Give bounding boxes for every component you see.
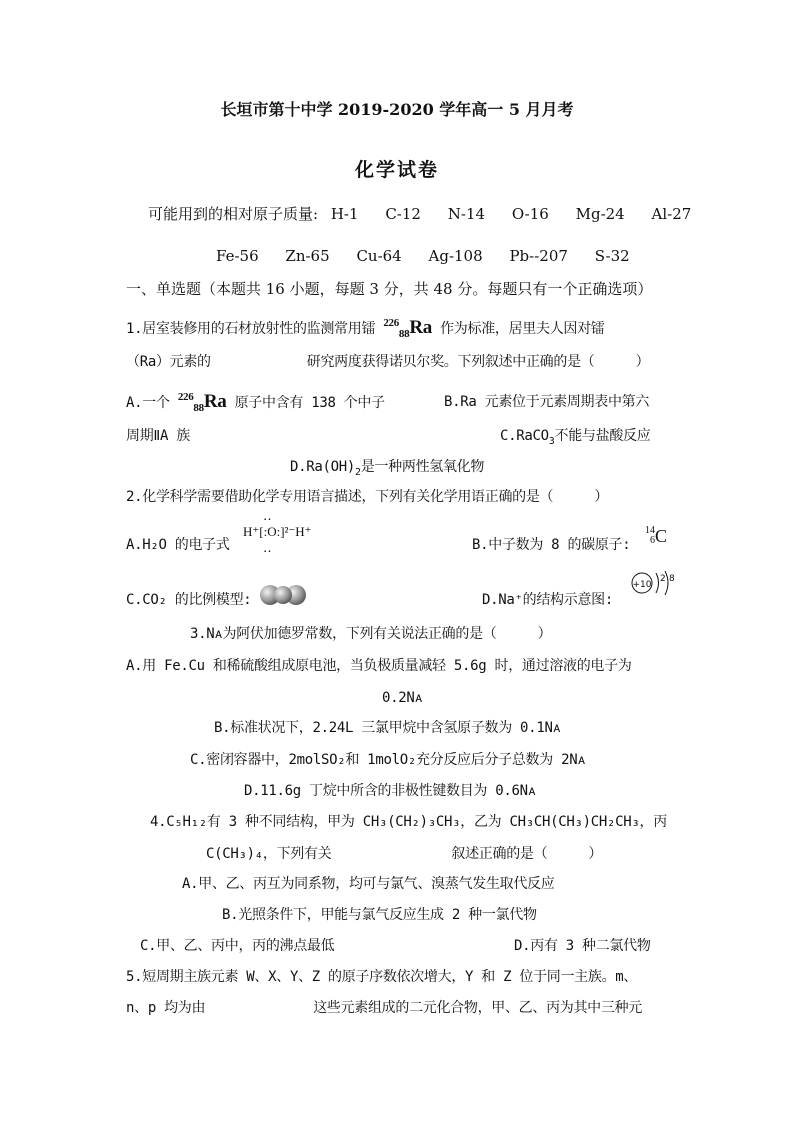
q1-option-b: B.Ra 元素位于元素周期表中第六 xyxy=(444,394,650,410)
atomic-mass-row-1 xyxy=(148,204,713,224)
option-d-text: 是一种两性氢氧化物 xyxy=(360,459,485,475)
q1-stem-text: （Ra）元素的 xyxy=(126,354,211,370)
q5-stem-text: n、p 均为由 xyxy=(126,1000,206,1016)
atomic-mass-item: C-12 xyxy=(385,205,421,223)
q1-stem-line2 xyxy=(126,352,649,372)
q1-stem-text: 1.居室装修用的石材放射性的监测常用镭 xyxy=(126,321,376,337)
sodium-ion-structure-diagram xyxy=(630,567,678,599)
atomic-mass-item: H-1 xyxy=(330,205,359,223)
q4-option-d: D.丙有 3 种二氯代物 xyxy=(514,938,651,954)
svg-text:8: 8 xyxy=(669,574,675,584)
nuclide-symbol: Ra xyxy=(203,391,227,412)
radium-nuclide xyxy=(383,318,432,340)
atomic-mass-item: Cu-64 xyxy=(356,247,402,265)
q3-option-d: D.11.6g 丁烷中所含的非极性键数目为 0.6Nᴀ xyxy=(244,783,536,799)
q1-option-c: C.RaCO$_3$不能与盐酸反应 xyxy=(500,428,651,447)
atomic-mass-label: 可能用到的相对原子质量: xyxy=(148,205,319,223)
q2-option-d: D.Na⁺的结构示意图: xyxy=(482,592,613,608)
option-a-text: A.一个 xyxy=(126,395,170,411)
nuclide-mass-number: 226 xyxy=(177,391,194,403)
q3-option-a-line2: 0.2Nᴀ xyxy=(382,690,423,706)
nuclide-atomic-number: 88 xyxy=(193,402,204,414)
q2-option-c: C.CO₂ 的比例模型: xyxy=(126,592,252,608)
atomic-mass-item: O-16 xyxy=(511,205,549,223)
q4-stem-line1: 4.C₅H₁₂有 3 种不同结构，甲为 CH₃(CH₂)₃CH₃，乙为 CH₃CH(CH₃)CH₂CH₃，丙 xyxy=(150,814,667,830)
nuclide-atomic-number: 88 xyxy=(398,328,410,340)
radium-nuclide xyxy=(178,392,227,414)
nuclide-mass-number: 226 xyxy=(383,317,399,329)
water-electron-formula: ‥ H⁺[:O:]²⁻H⁺ ‥ xyxy=(243,508,312,555)
q5-stem-text: 这些元素组成的二元化合物，甲、乙、丙为其中三种元 xyxy=(313,1000,642,1016)
q3-option-a-line1: A.用 Fe.Cu 和稀硫酸组成原电池，当负极质量减轻 5.6g 时，通过溶液的电子为 xyxy=(126,658,632,674)
atomic-mass-item: Pb--207 xyxy=(509,247,568,265)
option-d-text: D.Ra(OH) xyxy=(290,459,356,475)
nuclide-symbol: Ra xyxy=(409,317,432,338)
q1-stem-text: 作为标准，居里夫人因对镭 xyxy=(440,321,605,337)
option-c-text: 不能与盐酸反应 xyxy=(554,428,651,444)
q3-option-b: B.标准状况下，2.24L 三氯甲烷中含氢原子数为 0.1Nᴀ xyxy=(214,720,561,736)
isotope-symbol: C xyxy=(655,526,668,546)
option-a-text: 原子中含有 138 个中子 xyxy=(234,395,385,411)
q4-option-c: C.甲、乙、丙中，丙的沸点最低 xyxy=(140,938,335,954)
q4-stem-text: 叙述正确的是（ ） xyxy=(451,846,603,862)
atomic-mass-item: Al-27 xyxy=(651,205,692,223)
q5-stem-line2 xyxy=(126,998,642,1018)
q4-option-a: A.甲、乙、丙互为同系物，均可与氯气、溴蒸气发生取代反应 xyxy=(182,876,555,892)
exam-header-title: 长垣市第十中学 2019-2020 学年高一 5 月月考 xyxy=(220,100,574,119)
q1-option-a xyxy=(126,392,385,414)
q2-option-a: A.H₂O 的电子式 xyxy=(126,537,230,553)
q2-stem: 2.化学科学需要借助化学专用语言描述，下列有关化学用语正确的是（ ） xyxy=(126,489,609,505)
svg-text:2: 2 xyxy=(660,574,666,584)
exam-subject-title: 化学试卷 xyxy=(354,159,439,181)
q3-option-c: C.密闭容器中，2molSO₂和 1molO₂充分反应后分子总数为 2Nᴀ xyxy=(190,752,586,768)
q4-stem-text: C(CH₃)₄，下列有关 xyxy=(206,846,332,862)
q4-option-b: B.光照条件下，甲能与氯气反应生成 2 种一氯代物 xyxy=(222,907,537,923)
atomic-mass-item: N-14 xyxy=(447,205,486,223)
section-heading: 一、单选题（本题共 16 小题，每题 3 分，共 48 分。每题只有一个正确选项） xyxy=(126,280,653,298)
q3-stem: 3.Nᴀ为阿伏加德罗常数，下列有关说法正确的是（ ） xyxy=(190,626,552,642)
atomic-mass-item: Zn-65 xyxy=(285,247,330,265)
atomic-mass-item: Fe-56 xyxy=(216,247,259,265)
option-c-text: C.RaCO xyxy=(500,428,549,444)
q1-stem-text: 研究两度获得诺贝尔奖。下列叙述中正确的是（ ） xyxy=(306,354,650,370)
q5-stem-line1: 5.短周期主族元素 W、X、Y、Z 的原子序数依次增大，Y 和 Z 位于同一主族。m、 xyxy=(126,969,638,985)
q1-option-d: $D.Ra(OH)_2$是一种两性氢氧化物 xyxy=(290,459,485,478)
q4-stem-line2 xyxy=(206,844,602,864)
isotope-mass-number: 14 xyxy=(645,525,655,536)
isotope-atomic-number: 6 xyxy=(650,535,655,546)
water-formula-text: H⁺[:O:]²⁻H⁺ xyxy=(243,524,312,539)
co2-space-filling-model xyxy=(258,583,310,607)
atomic-mass-item: S-32 xyxy=(594,247,630,265)
q2-option-b: B.中子数为 8 的碳原子: xyxy=(472,537,631,553)
q1-stem-line1 xyxy=(126,318,605,340)
carbon-14-isotope xyxy=(645,526,667,548)
atomic-mass-row-2 xyxy=(216,246,652,266)
atomic-mass-item: Ag-108 xyxy=(428,247,483,265)
atomic-mass-item: Mg-24 xyxy=(575,205,625,223)
q1-option-b-cont: 周期ⅡA 族 xyxy=(126,428,190,444)
nucleus-charge: +10 xyxy=(632,580,652,590)
